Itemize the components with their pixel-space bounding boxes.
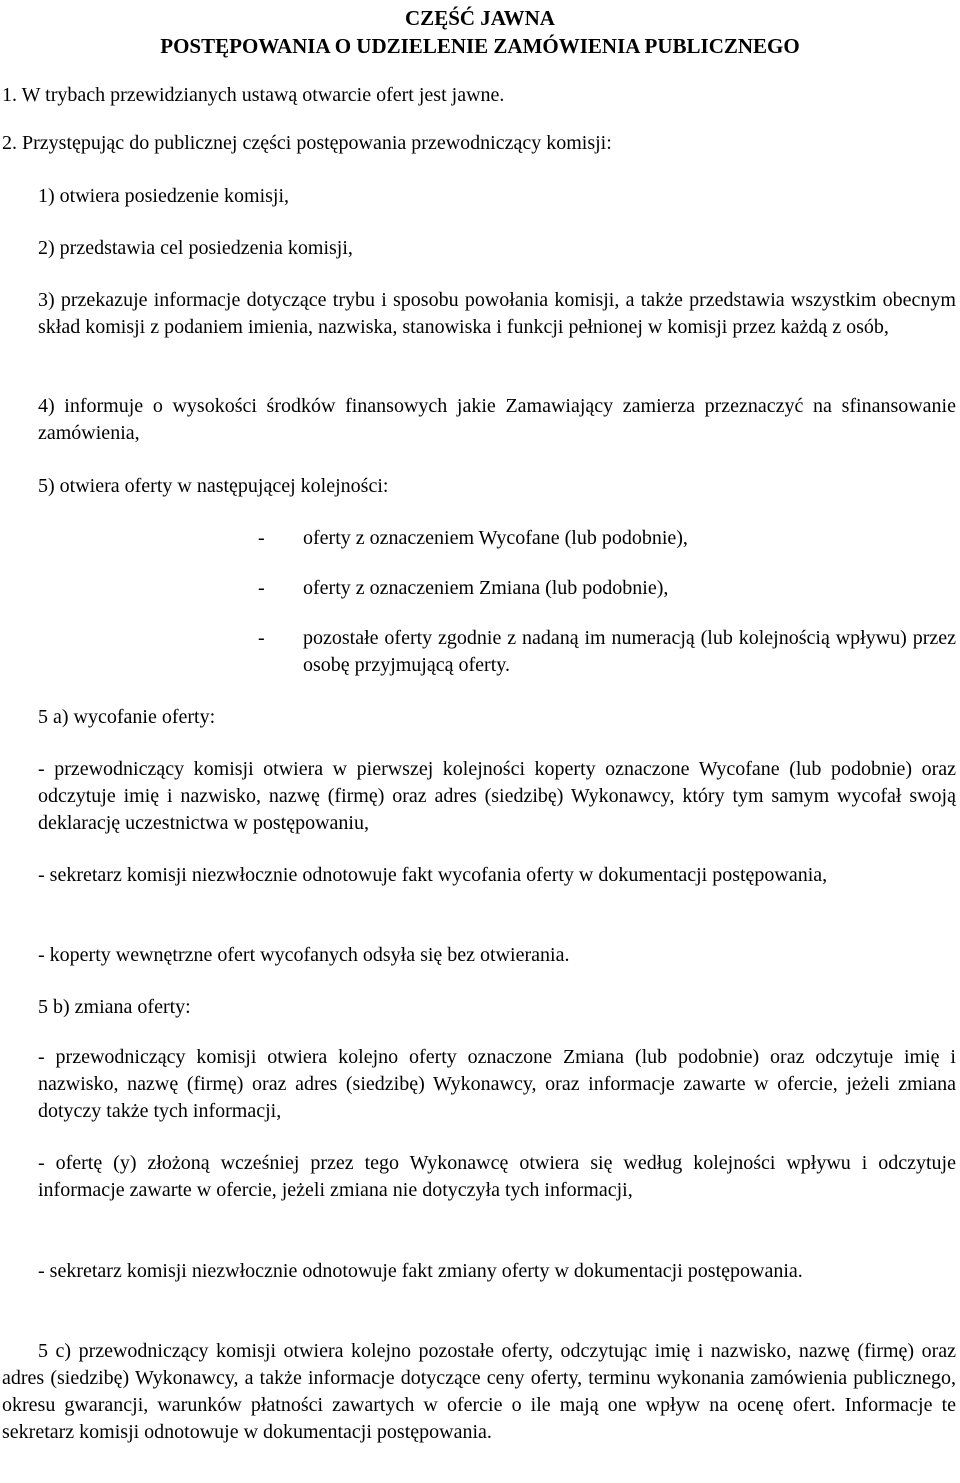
document-subtitle: POSTĘPOWANIA O UDZIELENIE ZAMÓWIENIA PUBLICZNEGO	[160, 34, 800, 58]
section-5b-paragraph-3: - sekretarz komisji niezwłocznie odnotowuje fakt zmiany oferty w dokumentacji postępowania.	[38, 1260, 803, 1282]
list-item-3: 3) przekazuje informacje dotyczące trybu i sposobu powołania komisji, a także przedstawia wszystkim obecnym skład komisji z podaniem imienia, nazwiska, stanowiska i funkcji pełnionej w komisji przez każdą z osób,	[38, 289, 956, 338]
list-item-1: 1) otwiera posiedzenie komisji,	[38, 185, 290, 207]
paragraph-2: 2. Przystępując do publicznej części postępowania przewodniczący komisji:	[2, 132, 612, 154]
sub-item-change	[258, 575, 956, 602]
sub-item-remaining	[258, 625, 956, 679]
list-item-4: 4) informuje o wysokości środków finansowych jakie Zamawiający zamierza przeznaczyć na sfinansowanie zamówienia,	[38, 395, 956, 444]
section-5b-paragraph-2: - ofertę (y) złożoną wcześniej przez tego Wykonawcę otwiera się według kolejności wpływu i odczytuje informacje zawarte w ofercie, jeżeli zmiana nie dotyczyła tych informacji,	[38, 1152, 956, 1201]
list-item-2: 2) przedstawia cel posiedzenia komisji,	[38, 237, 353, 259]
section-5a-paragraph-2: - sekretarz komisji niezwłocznie odnotowuje fakt wycofania oferty w dokumentacji postępowania,	[38, 864, 828, 886]
section-5c-paragraph: 5 c) przewodniczący komisji otwiera kolejno pozostałe oferty, odczytując imię i nazwisko, nazwę (firmę) oraz adres (siedzibę) Wykonawcy, a także informacje dotyczące ceny oferty, terminu wykonania zamówienia publicznego, okresu gwarancji, warunków płatności zawartych w ofercie o ile mają one wpływ na ocenę ofert. Informacje te sekretarz komisji odnotowuje w dokumentacji postępowania.	[2, 1340, 956, 1443]
dash-marker: -	[258, 627, 265, 649]
section-5a-heading: 5 a) wycofanie oferty:	[38, 706, 216, 728]
document-title: CZĘŚĆ JAWNA	[405, 6, 555, 30]
sub-item-text: oferty z oznaczeniem Zmiana (lub podobnie),	[303, 577, 669, 599]
list-item-5: 5) otwiera oferty w następującej kolejności:	[38, 475, 389, 497]
section-5b-heading: 5 b) zmiana oferty:	[38, 996, 191, 1018]
sub-item-text: oferty z oznaczeniem Wycofane (lub podobnie),	[303, 527, 688, 549]
paragraph-1: 1. W trybach przewidzianych ustawą otwarcie ofert jest jawne.	[2, 84, 505, 106]
dash-marker: -	[258, 577, 265, 599]
sub-item-text: pozostałe oferty zgodnie z nadaną im numeracją (lub kolejnością wpływu) przez osobę przyjmującą oferty.	[303, 627, 956, 676]
dash-marker: -	[258, 527, 265, 549]
sub-item-withdrawn	[258, 525, 956, 552]
section-5b-paragraph-1: - przewodniczący komisji otwiera kolejno oferty oznaczone Zmiana (lub podobnie) oraz odczytuje imię i nazwisko, nazwę (firmę) oraz adres (siedzibę) Wykonawcy, oraz informacje zawarte w ofercie, jeżeli zmiana dotyczy także tych informacji,	[38, 1046, 956, 1122]
section-5a-paragraph-3: - koperty wewnętrzne ofert wycofanych odsyła się bez otwierania.	[38, 944, 570, 966]
section-5a-paragraph-1: - przewodniczący komisji otwiera w pierwszej kolejności koperty oznaczone Wycofane (lub podobnie) oraz odczytuje imię i nazwisko, nazwę (firmę) oraz adres (siedzibę) Wykonawcy, który tym samym wycofał swoją deklarację uczestnictwa w postępowaniu,	[38, 758, 956, 834]
